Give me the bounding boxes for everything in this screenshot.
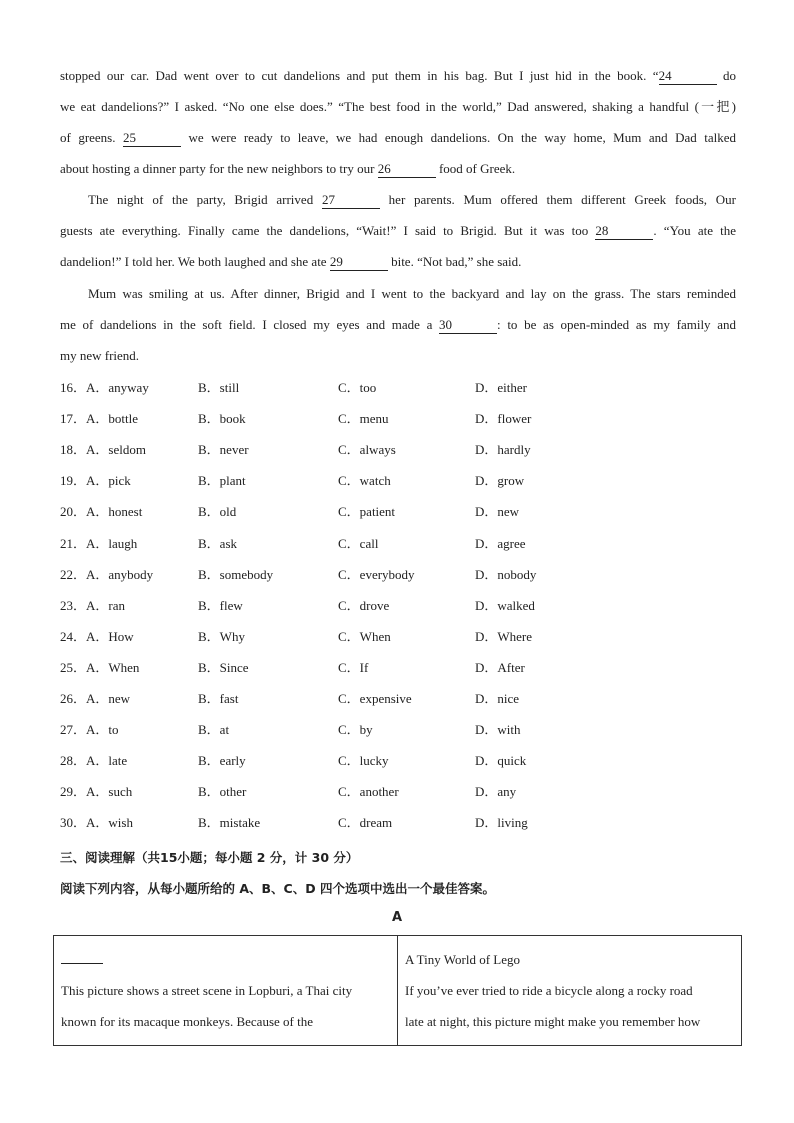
option-c: C．expensive <box>338 691 412 706</box>
passage-line <box>88 284 736 304</box>
passage-line <box>60 252 736 272</box>
reading-table <box>53 935 742 1046</box>
cloze-blank: 27 <box>322 192 380 209</box>
left-line: known for its macaque monkeys. Because of the <box>61 1014 313 1029</box>
option-b: B．never <box>198 442 249 458</box>
passage-text: bite. “Not bad,” she said. <box>387 254 522 269</box>
passage-line <box>60 97 736 117</box>
option-d: D．nice <box>475 691 520 706</box>
reading-right-cell <box>398 936 742 1046</box>
passage-line <box>60 315 736 335</box>
option-b: B．at <box>198 722 230 738</box>
option-d: D．new <box>475 504 520 520</box>
option-d: D．with <box>475 722 521 738</box>
option-d: D．living <box>475 815 528 831</box>
option-a: 24．A．How <box>60 628 134 644</box>
option-a: 22．A．anybody <box>60 566 154 582</box>
option-a: 30．A．wish <box>60 815 133 831</box>
cloze-blank: 28 <box>595 223 653 240</box>
option-c: C．call <box>338 535 379 551</box>
option-c: C．watch <box>338 473 391 489</box>
option-b: B．ask <box>198 535 238 551</box>
option-a: 19．A．pick <box>60 473 131 489</box>
passage-line <box>60 66 736 86</box>
option-b: B．book <box>198 411 246 427</box>
passage-line <box>60 346 736 366</box>
passage-line <box>60 128 736 148</box>
option-b: B．somebody <box>198 566 274 582</box>
option-b: B．still <box>198 380 240 395</box>
option-a: 28．A．late <box>60 753 128 769</box>
option-d: D．either <box>475 380 527 395</box>
option-b: B．old <box>198 504 237 520</box>
passage-text: : to be as open-minded as my family and <box>497 317 737 332</box>
passage-text: The night of the party, Brigid arrived <box>88 192 322 207</box>
reading-left-cell <box>54 936 398 1046</box>
passage-text: Mum was smiling at us. After dinner, Brigid and I went to the backyard and lay on the grass. The stars reminded <box>88 286 736 301</box>
option-c: C．drove <box>338 597 390 613</box>
passage-text: we eat dandelions?” I asked. “No one else does.” “The best food in the world,” Dad answered, shaking a handful (一把) <box>60 99 736 114</box>
passage-line <box>88 190 736 210</box>
option-a: 23．A．ran <box>60 597 125 613</box>
passage-text: dandelion!” I told her. We both laughed and she ate <box>60 254 330 269</box>
right-title: A Tiny World of Lego <box>405 952 521 967</box>
option-d: D．grow <box>475 473 525 489</box>
option-d: D．flower <box>475 411 532 427</box>
option-c: C．always <box>338 442 396 458</box>
option-a: 18．A．seldom <box>60 442 146 458</box>
title-blank <box>61 949 103 964</box>
passage-text: . “You ate the <box>653 223 736 238</box>
option-a: 16．A．anyway <box>60 380 149 395</box>
option-b: B．early <box>198 753 246 769</box>
option-b: B．fast <box>198 691 239 706</box>
option-d: D．quick <box>475 753 527 769</box>
option-b: B．mistake <box>198 815 261 831</box>
option-d: D．walked <box>475 597 535 613</box>
option-d: D．hardly <box>475 442 531 458</box>
passage-text: my new friend. <box>60 348 140 363</box>
cloze-blank: 30 <box>439 317 497 334</box>
right-line: late at night, this picture might make you remember how <box>405 1014 701 1029</box>
option-c: C．patient <box>338 504 396 520</box>
option-c: C．everybody <box>338 566 415 582</box>
option-a: 17．A．bottle <box>60 411 138 427</box>
passage-text: me of dandelions in the soft field. I closed my eyes and made a <box>60 317 440 332</box>
option-c: C．another <box>338 784 399 800</box>
option-b: B．Since <box>198 659 249 675</box>
option-c: C．too <box>338 380 377 395</box>
cloze-blank: 24 <box>659 68 717 85</box>
option-c: C．dream <box>338 815 393 831</box>
passage-text: stopped our car. Dad went over to cut dandelions and put them in his bag. But I just hid in the book. “ <box>60 68 659 83</box>
section-title: 三、阅读理解（共15小题；每小题 2 分，计 30 分） <box>60 850 359 865</box>
option-c: C．If <box>338 659 369 675</box>
option-a: 21．A．laugh <box>60 535 138 551</box>
cloze-blank: 26 <box>378 161 436 178</box>
cloze-blank: 29 <box>330 254 388 271</box>
passage-text: we were ready to leave, we had enough dandelions. On the way home, Mum and Dad talked <box>180 130 736 145</box>
passage-line <box>60 159 736 179</box>
option-c: C．lucky <box>338 753 389 769</box>
part-label: A <box>391 910 403 925</box>
option-a: 20．A．honest <box>60 504 143 520</box>
option-d: D．nobody <box>475 566 537 582</box>
passage-text: guests ate everything. Finally came the dandelions, “Wait!” I said to Brigid. But it was too <box>60 223 596 238</box>
option-c: C．by <box>338 722 373 738</box>
option-d: D．After <box>475 659 525 675</box>
option-d: D．Where <box>475 628 533 644</box>
option-b: B．other <box>198 784 247 800</box>
option-a: 27．A．to <box>60 722 119 738</box>
option-b: B．plant <box>198 473 246 489</box>
passage-text: do <box>716 68 737 83</box>
option-d: D．agree <box>475 535 526 551</box>
option-d: D．any <box>475 784 517 800</box>
option-c: C．menu <box>338 411 389 427</box>
section-instruction: 阅读下列内容，从每小题所给的 A、B、C、D 四个选项中选出一个最佳答案。 <box>60 881 495 896</box>
passage-text: of greens. <box>60 130 123 145</box>
option-b: B．Why <box>198 628 245 644</box>
cloze-blank: 25 <box>123 130 181 147</box>
option-b: B．flew <box>198 597 243 613</box>
right-line: If you’ve ever tried to ride a bicycle along a rocky road <box>405 983 693 998</box>
passage-line <box>60 221 736 241</box>
passage-text: food of Greek. <box>435 161 516 176</box>
option-c: C．When <box>338 628 391 644</box>
passage-text: about hosting a dinner party for the new neighbors to try our <box>60 161 378 176</box>
option-a: 26．A．new <box>60 691 131 706</box>
option-a: 29．A．such <box>60 784 133 800</box>
passage-text: her parents. Mum offered them different Greek foods, Our <box>379 192 737 207</box>
option-a: 25．A．When <box>60 659 140 675</box>
left-line: This picture shows a street scene in Lopburi, a Thai city <box>61 983 353 998</box>
